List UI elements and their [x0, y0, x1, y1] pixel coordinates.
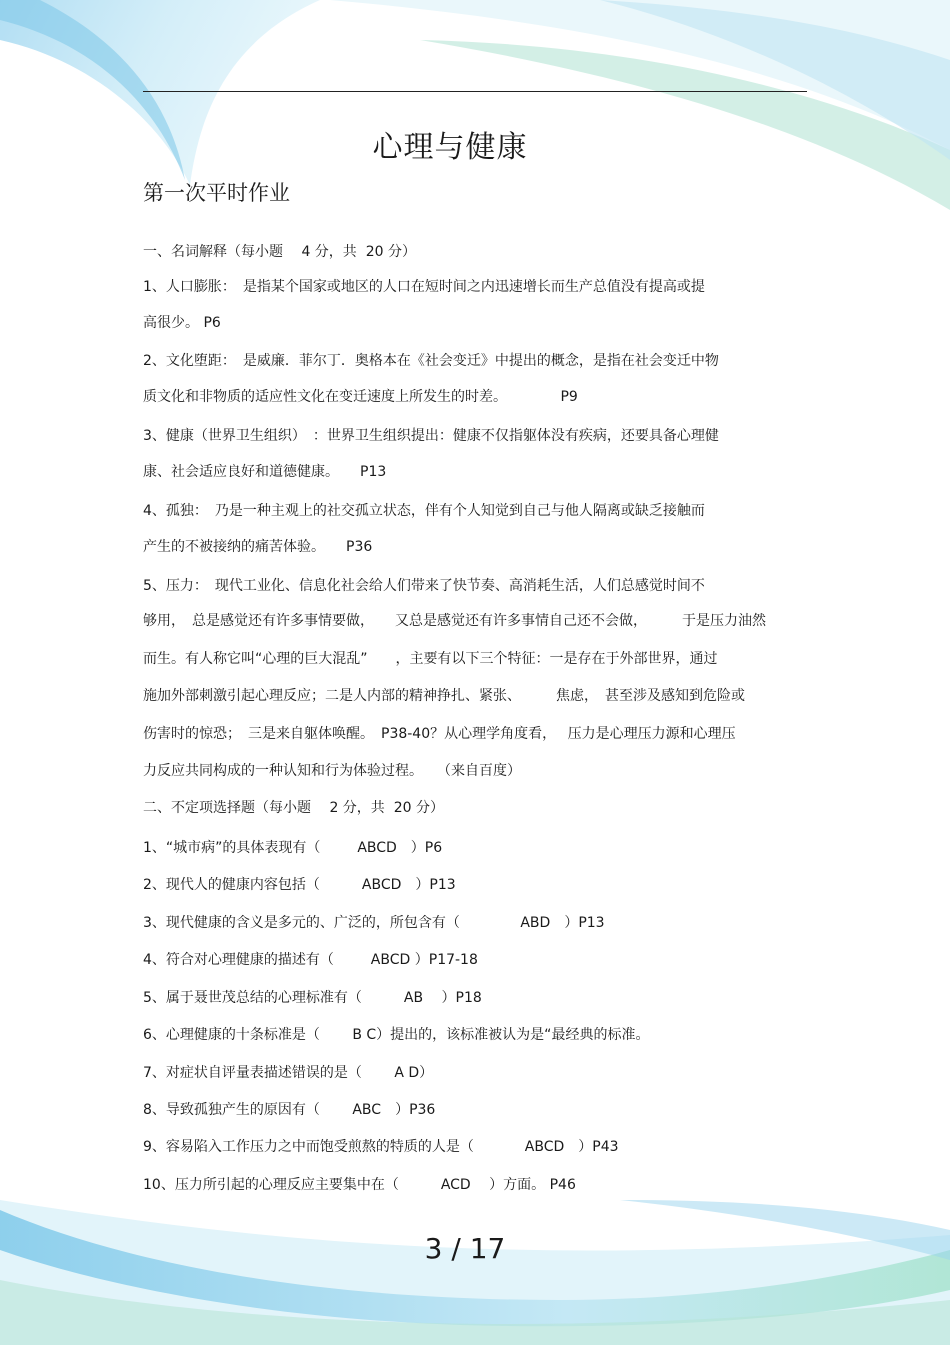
text-line: 5、压力： 现代工业化、信息化社会给人们带来了快节奏、高消耗生活，人们总感觉时间不: [143, 578, 705, 594]
document-title: 心理与健康: [372, 130, 528, 165]
question-line: 1、“城市病”的具体表现有（ ABCD ）P6: [143, 840, 443, 856]
section-heading-definitions: 一、名词解释（每小题 4 分，共 20 分）: [143, 244, 416, 260]
question-line: 6、心理健康的十条标准是（ B C）提出的，该标准被认为是“最经典的标准。: [143, 1027, 650, 1043]
question-line: 3、现代健康的含义是多元的、广泛的，所包含有（ ABD ）P13: [143, 915, 605, 931]
text-line: 产生的不被接纳的痛苦体验。 P36: [143, 539, 373, 555]
text-line: 康、社会适应良好和道德健康。 P13: [143, 464, 387, 480]
text-line: 够用， 总是感觉还有许多事情要做， 又总是感觉还有许多事情自己还不会做， 于是压力油然: [143, 613, 766, 629]
text-line: 质文化和非物质的适应性文化在变迁速度上所发生的时差。 P9: [143, 389, 578, 405]
text-line: 而生。有人称它叫“心理的巨大混乱” ，主要有以下三个特征：一是存在于外部世界，通过: [143, 651, 718, 667]
text-line: 4、孤独： 乃是一种主观上的社交孤立状态，伴有个人知觉到自己与他人隔离或缺乏接触而: [143, 503, 705, 519]
question-line: 9、容易陷入工作压力之中而饱受煎熬的特质的人是（ ABCD ）P43: [143, 1139, 619, 1155]
text-line: 2、文化堕距： 是威廉．菲尔丁．奥格本在《社会变迁》中提出的概念，是指在社会变迁中物: [143, 353, 719, 369]
text-line: 3、健康（世界卫生组织） ：世界卫生组织提出：健康不仅指躯体没有疾病，还要具备心理健: [143, 428, 719, 444]
text-line: 力反应共同构成的一种认知和行为体验过程。 （来自百度）: [143, 763, 521, 779]
page-number: 3 / 17: [424, 1232, 506, 1265]
question-line: 10、压力所引起的心理反应主要集中在（ ACD ）方面。 P46: [143, 1177, 576, 1193]
text-line: 1、人口膨胀： 是指某个国家或地区的人口在短时间之内迅速增长而生产总值没有提高或提: [143, 279, 705, 295]
question-line: 8、导致孤独产生的原因有（ ABC ）P36: [143, 1102, 436, 1118]
text-line: 高很少。 P6: [143, 315, 221, 331]
assignment-subtitle: 第一次平时作业: [143, 181, 290, 205]
question-line: 2、现代人的健康内容包括（ ABCD ）P13: [143, 877, 456, 893]
question-line: 4、符合对心理健康的描述有（ ABCD ）P17-18: [143, 952, 478, 968]
text-line: 施加外部刺激引起心理反应；二是人内部的精神挣扎、紧张、 焦虑， 甚至涉及感知到危险或: [143, 688, 745, 704]
text-line: 伤害时的惊恐； 三是来自躯体唤醒。 P38-40？从心理学角度看， 压力是心理压力源和心理压: [143, 726, 736, 742]
question-line: 7、对症状自评量表描述错误的是（ A D）: [143, 1065, 434, 1081]
section-heading-choice: 二、不定项选择题（每小题 2 分，共 20 分）: [143, 800, 444, 816]
question-line: 5、属于聂世茂总结的心理标准有（ AB ）P18: [143, 990, 482, 1006]
header-rule: [143, 91, 807, 92]
